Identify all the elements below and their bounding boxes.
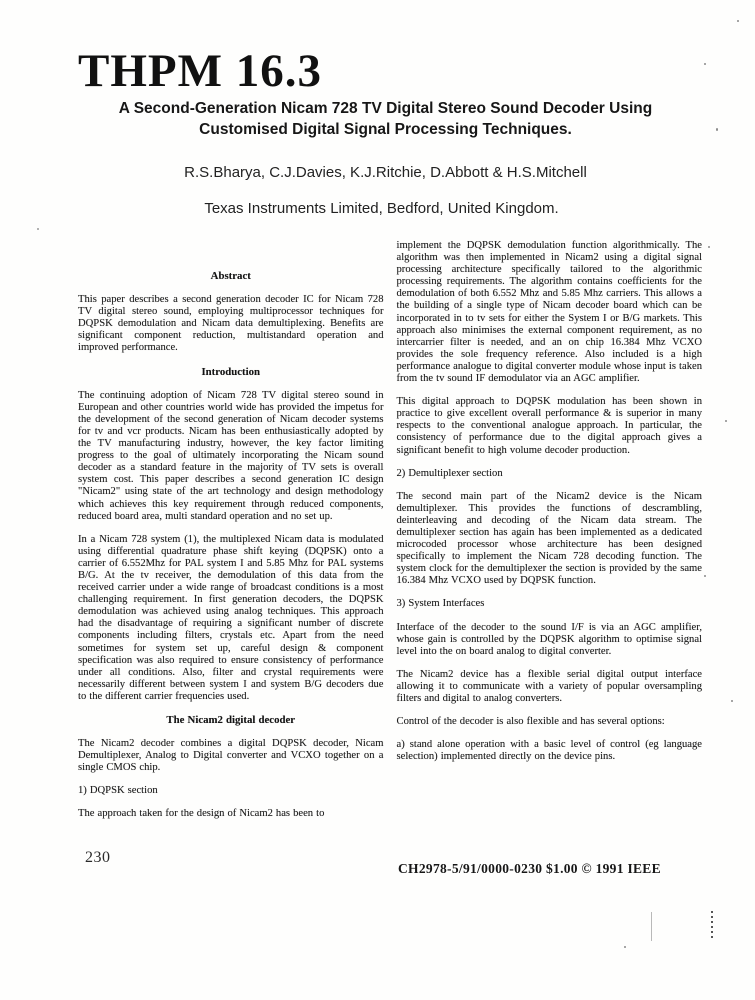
demultiplexer-section-label: 2) Demultiplexer section (396, 467, 503, 479)
session-code: THPM 16.3 (78, 45, 322, 97)
introduction-paragraph-1: The continuing adoption of Nicam 728 TV digital stereo sound in European and other countries world wide has provided the impetus for the development of the second generation of Nicam decoder systems for tv and vcr products. Nicam has been enthusiastically adopted by the TV manufacturing industry, however, the key factor limiting progress to the goal of ultimately incorporating the Nicam sound decoder as a standard feature in the majority of TV sets is overall system cost. This paper describes a second generation IC design "Nicam2" using state of the art technology and design methodology which achieves this key requirement through reduced components, reduced board area, multi standard operation and no set up. (78, 389, 384, 522)
option-a-paragraph: a) stand alone operation with a basic level of control (eg language selection) implemented directly on the device pins. (396, 739, 702, 763)
authors-line: R.S.Bharya, C.J.Davies, K.J.Ritchie, D.Abbott & H.S.Mitchell (184, 164, 587, 181)
scan-speckle (737, 20, 739, 22)
control-options-paragraph: Control of the decoder is also flexible and has several options: (396, 716, 665, 728)
right-paragraph-1: implement the DQPSK demodulation function algorithmically. The algorithm was then implemented in Nicam2 using a digital signal processing architecture specifically tailored to the algorithmic processing requirements. The algorithm contains coefficients for the demodulation of both 6.552 Mhz and 5.85 Mhz carriers. This allows a the building of a single type of Nicam decoder board which can be incorporated in to tv sets for either the System I or B/G markets. This approach also minimises the external component requirement, as no intercarrier filter is needed, and an on chip 16.384 Mhz VCXO provides the sole frequency reference. Also included is a high performance analogue to digital converter module whose input is taken from the tv sound IF demodulator via an AGC amplifier. (396, 240, 702, 385)
right-column (397, 240, 703, 832)
paper-title-line2: Customised Digital Signal Processing Techniques. (199, 121, 572, 138)
page-number: 230 (85, 849, 111, 866)
introduction-paragraph-2: In a Nicam 728 system (1), the multiplexed Nicam data is modulated using differential quadrature phase shift keying (DQPSK) onto a carrier of 6.552Mhz for PAL system I and 5.85 Mhz for PAL systems B/G. At the tv receiver, the demodulation of this data from the received carrier under a wide range of broadcast conditions is a most challenging requirement. In first generation decoders, the DQPSK demodulation was achieved using analog techniques. This approach had the disadvantage of requiring a significant number of discrete components including filters, crystals etc. Apart from the need sometimes for system set up, careful design & component specification was also required to ensure consistency of performance under all conditions. Also, filter and crystal requirements were necessarily different between system I and system B/G decoders due to the different carrier frequencies used. (78, 533, 384, 702)
abstract-heading: Abstract (210, 270, 251, 282)
affiliation-line: Texas Instruments Limited, Bedford, United Kingdom. (204, 200, 559, 217)
paper-title-block (8, 98, 755, 140)
paper-title-line1: A Second-Generation Nicam 728 TV Digital Stereo Sound Decoder Using (118, 100, 653, 117)
dqpsk-section-label: 1) DQPSK section (78, 785, 158, 797)
left-column (78, 240, 384, 832)
scan-speckle (704, 63, 706, 65)
two-column-body (78, 240, 702, 832)
copyright-line: CH2978-5/91/0000-0230 $1.00 © 1991 IEEE (398, 861, 661, 876)
introduction-heading: Introduction (201, 365, 261, 378)
scan-speckle (708, 246, 710, 248)
scan-dotted-artifact (711, 911, 713, 939)
scan-speckle (37, 228, 39, 230)
system-interfaces-paragraph-1: Interface of the decoder to the sound I/F is via an AGC amplifier, whose gain is controlled by the DQPSK algorithm to optimise signal level into the on board analog to digital converter. (396, 621, 702, 657)
scan-line-artifact (651, 912, 652, 941)
abstract-paragraph: This paper describes a second generation decoder IC for Nicam 728 TV digital stereo sound, employing multiprocessor techniques for DQPSK demodulation and Nicam data demultiplexing. Benefits are significant component reduction, multistandard operation and improved performance. (78, 294, 384, 354)
scan-speckle (704, 575, 706, 577)
system-interfaces-label: 3) System Interfaces (396, 598, 485, 610)
scan-speckle (731, 700, 733, 702)
demultiplexer-section-paragraph: The second main part of the Nicam2 device is the Nicam demultiplexer. This provides the functions of descrambling, deinterleaving and decoding of the Nicam data stream. The demultiplexer section has again has been implemented as a dedicated microcoded processor whose architecture has been designed specifically to implement the Nicam 728 decoding function. The system clock for the demultiplexer the section is provided by the same 16.384 Mhz VCXO used by DQPSK function. (396, 490, 702, 587)
dqpsk-section-paragraph: The approach taken for the design of Nicam2 has been to (78, 808, 325, 820)
nicam2-decoder-paragraph: The Nicam2 decoder combines a digital DQPSK decoder, Nicam Demultiplexer, Analog to Digital converter and VCXO together on a single CMOS chip. (78, 738, 384, 774)
nicam2-decoder-heading: The Nicam2 digital decoder (166, 714, 296, 726)
system-interfaces-paragraph-2: The Nicam2 device has a flexible serial digital output interface allowing it to communicate with a variety of popular oversampling filters and digital to analog converters. (396, 668, 702, 704)
right-paragraph-2: This digital approach to DQPSK modulation has been shown in practice to give excellent overall performance & is superior in many respects to the conventional analogue approach. In particular, the consistency of performance due to the digital approach gives a significant benefit to high volume decoder production. (396, 396, 702, 456)
scan-speckle (725, 420, 727, 422)
scan-speckle (624, 946, 626, 948)
